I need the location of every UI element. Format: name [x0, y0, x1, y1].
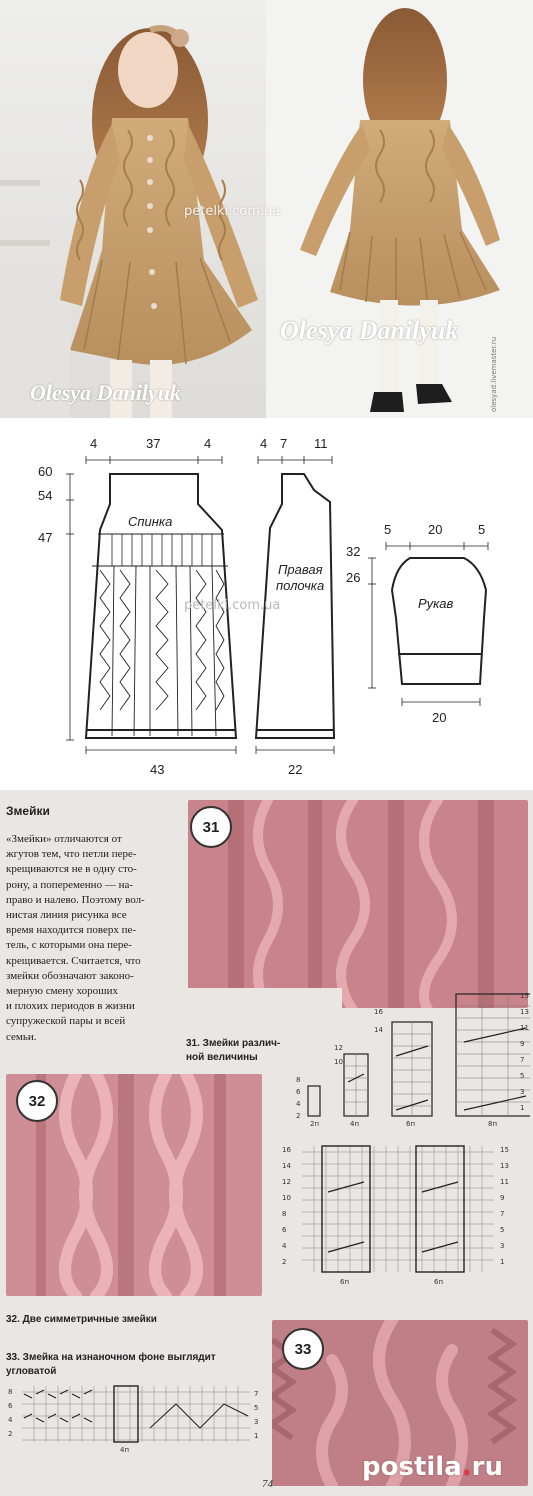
intro-line: жгутов тем, что петли пере-: [6, 848, 137, 861]
chart32-row-label: 10: [282, 1194, 291, 1202]
front-top-width-center: 7: [280, 436, 288, 451]
chart31-row-label: 5: [520, 1072, 525, 1080]
caption-33-line2: угловатой: [6, 1366, 57, 1377]
postila-suffix: ru: [471, 1452, 503, 1482]
chart32-row-label: 9: [500, 1194, 505, 1202]
chart31-row-label: 13: [520, 1008, 529, 1016]
chart32-row-label: 3: [500, 1242, 505, 1250]
chart32-row-label: 7: [500, 1210, 505, 1218]
chart31-row-label: 8: [296, 1076, 301, 1084]
front-top-width-left: 4: [260, 436, 268, 451]
chart32-col-label: 6п: [434, 1278, 444, 1286]
swatch-33-number: 33: [282, 1328, 324, 1370]
chart32-row-label: 2: [282, 1258, 287, 1266]
chart32-row-label: 15: [500, 1146, 509, 1154]
swatch-31-number: 31: [190, 806, 232, 848]
pattern-schematic: [0, 418, 533, 790]
chart32-row-label: 16: [282, 1146, 291, 1154]
chart31-row-label: 1: [520, 1104, 525, 1112]
intro-line: право и налево. Поэтому вол-: [6, 893, 145, 906]
intro-line: и плохих периодов в жизни: [6, 1000, 135, 1013]
intro-line: змейки обозначают законо-: [6, 969, 134, 982]
chart-31: [284, 986, 530, 1126]
chart32-col-label: 6п: [340, 1278, 350, 1286]
front-bottom-width: 22: [288, 762, 303, 777]
chart32-row-label: 14: [282, 1162, 291, 1170]
sleeve-top-width-right: 5: [478, 522, 486, 537]
chart33-row-label: 3: [254, 1418, 259, 1426]
photo-section: [0, 0, 533, 418]
chart32-row-label: 13: [500, 1162, 509, 1170]
postila-dot: .: [461, 1452, 472, 1482]
swatch-31-photo: [188, 800, 528, 1008]
caption-33-line1: 33. Змейка на изнаночном фоне выглядит: [6, 1352, 216, 1363]
caption-31-line2: ной величины: [186, 1052, 258, 1063]
back-height-mid: 54: [38, 488, 53, 503]
watermark-right: Olesya Danilyuk: [280, 316, 459, 345]
sleeve-label: Рукав: [418, 596, 454, 611]
intro-line: нистая линия рисунка все: [6, 909, 127, 922]
chart32-row-label: 8: [282, 1210, 287, 1218]
intro-line: время находится поверх пе-: [6, 924, 137, 937]
back-top-width-center: 37: [146, 436, 161, 451]
chart31-row-label: 12: [334, 1044, 343, 1052]
chart31-row-label: 4: [296, 1100, 301, 1108]
back-top-width-right: 4: [204, 436, 212, 451]
side-caption: olesyad.livemaster.ru: [490, 336, 498, 412]
chart33-row-label: 2: [8, 1430, 13, 1438]
site-watermark-photo: petelki.com.ua: [184, 204, 281, 219]
chart33-col-label: 4п: [120, 1446, 130, 1454]
intro-line: семьи.: [6, 1030, 37, 1043]
sleeve-bottom-width: 20: [432, 710, 447, 725]
watermark-left: Olesya Danilyuk: [30, 380, 181, 405]
back-panel-label: Спинка: [128, 514, 173, 529]
caption-31-line1: 31. Змейки различ-: [186, 1038, 281, 1049]
swatch-32-number: 32: [16, 1080, 58, 1122]
chart-33: [4, 1384, 266, 1454]
chart31-row-label: 2: [296, 1112, 301, 1120]
front-top-width-right: 11: [314, 436, 328, 451]
postila-watermark: [362, 1452, 503, 1482]
intro-line: крещивается. Считается, что: [6, 954, 141, 967]
chart33-row-label: 8: [8, 1388, 13, 1396]
chart31-row-label: 15: [520, 992, 529, 1000]
sleeve-top-width-left: 5: [384, 522, 392, 537]
sleeve-height-cap: 26: [346, 570, 361, 585]
chart32-row-label: 12: [282, 1178, 291, 1186]
chart31-row-label: 16: [374, 1008, 383, 1016]
chart33-row-label: 6: [8, 1402, 13, 1410]
chart32-row-label: 11: [500, 1178, 509, 1186]
chart31-col-label: 2п: [310, 1120, 320, 1126]
chart32-row-label: 4: [282, 1242, 287, 1250]
chart33-row-label: 1: [254, 1432, 259, 1440]
intro-line: рону, а попеременно — на-: [6, 878, 134, 891]
back-height-total: 60: [38, 464, 53, 479]
intro-line: супружеской пары и всей: [6, 1015, 126, 1028]
intro-line: тель, с которыми она пере-: [6, 939, 132, 952]
section-title: Змейки: [6, 804, 50, 818]
chart33-row-label: 4: [8, 1416, 13, 1424]
chart31-row-label: 6: [296, 1088, 301, 1096]
intro-line: «Змейки» отличаются от: [6, 833, 122, 845]
intro-line: крещиваются не в одну сто-: [6, 863, 137, 876]
front-panel-label-line2: полочка: [276, 578, 325, 593]
sleeve-top-width-center: 20: [428, 522, 443, 537]
chart-32: [278, 1140, 518, 1290]
postila-prefix: postila: [362, 1452, 462, 1482]
sleeve-height-total: 32: [346, 544, 361, 559]
chart31-row-label: 3: [520, 1088, 525, 1096]
chart33-row-label: 7: [254, 1390, 259, 1398]
back-top-width-left: 4: [90, 436, 98, 451]
intro-line: мерную смену хороших: [6, 985, 118, 998]
chart31-row-label: 11: [520, 1024, 529, 1032]
chart31-row-label: 7: [520, 1056, 525, 1064]
chart33-row-label: 5: [254, 1404, 259, 1412]
chart31-col-label: 4п: [350, 1120, 360, 1126]
chart31-row-label: 10: [334, 1058, 343, 1066]
chart31-col-label: 6п: [406, 1120, 416, 1126]
chart31-col-label: 8п: [488, 1120, 498, 1126]
site-watermark-schematic: petelki.com.ua: [184, 598, 281, 613]
chart32-row-label: 5: [500, 1226, 505, 1234]
back-height-lower: 47: [38, 530, 53, 545]
chart31-row-label: 14: [374, 1026, 383, 1034]
front-panel-label-line1: Правая: [278, 562, 323, 577]
chart32-row-label: 6: [282, 1226, 287, 1234]
book-page: [0, 790, 533, 1496]
chart31-row-label: 9: [520, 1040, 525, 1048]
back-bottom-width: 43: [150, 762, 165, 777]
caption-32: 32. Две симметричные змейки: [6, 1314, 157, 1325]
page-number: 74: [262, 1478, 273, 1490]
chart32-row-label: 1: [500, 1258, 505, 1266]
